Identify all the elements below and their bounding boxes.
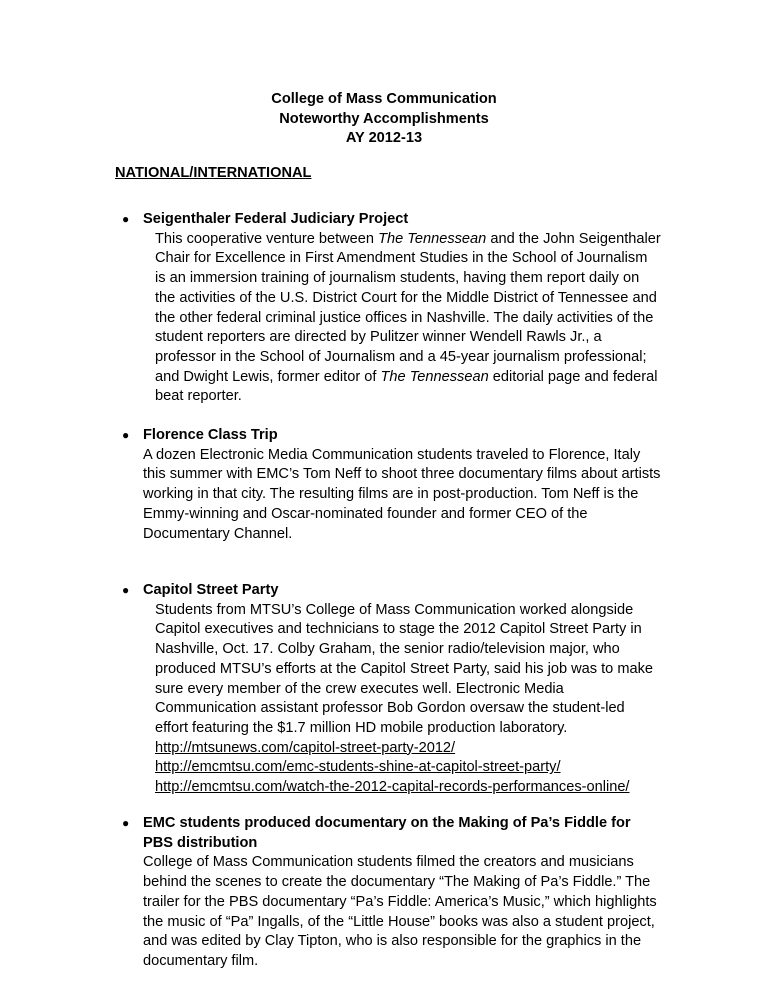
item-body: A dozen Electronic Media Communication students traveled to Florence, Italy this summer with EMC’s Tom Neff to shoot three documentary films about artists working in that city. The resulting films are in post-production. Tom Neff is the Emmy-winning and Oscar-nominated founder and former CEO of the Documentary Channel. bbox=[143, 446, 661, 542]
item-title: Capitol Street Party bbox=[143, 582, 279, 598]
news-link[interactable]: http://mtsunews.com/capitol-street-party-2012/ bbox=[155, 739, 456, 756]
item-body: Students from MTSU’s College of Mass Communication worked alongside Capitol executives and technicians to stage the 2012 Capitol Street Party in Nashville, Oct. 17. Colby Graham, the senior radio/television major, who produced MTSU’s efforts at the Capitol Street Party, said his job was to make sure every member of the crew executes well. Electronic Media Communication assistant professor Bob Gordon oversaw the student-led effort featuring the $1.7 million HD mobile production laboratory. http://mtsunews.com/capitol-street-party-2012/ http://emcmtsu.com/emc-students-shine-at-capitol-street-party/ http://emcmtsu.com/watch-the-2012-capital-records-performances-online/ bbox=[143, 601, 661, 798]
list-item bbox=[122, 210, 661, 407]
list-item bbox=[122, 814, 661, 972]
list-item bbox=[122, 426, 661, 544]
item-title: EMC students produced documentary on the Making of Pa’s Fiddle for PBS distribution bbox=[143, 815, 631, 851]
item-body: College of Mass Communication students filmed the creators and musicians behind the scenes to create the documentary “The Making of Pa’s Fiddle.” The trailer for the PBS documentary “Pa’s Fiddle: America’s Music,” which highlights the music of “Pa” Ingalls, of the “Little House” books was also a student project, and was edited by Clay Tipton, who is also responsible for the graphics in the documentary film. bbox=[143, 854, 657, 969]
news-link[interactable]: http://emcmtsu.com/watch-the-2012-capital-records-performances-online/ bbox=[155, 779, 630, 796]
bullet-icon: ● bbox=[122, 816, 130, 830]
news-link[interactable]: http://emcmtsu.com/emc-students-shine-at-capitol-street-party/ bbox=[155, 759, 561, 776]
document-title-block bbox=[0, 90, 768, 149]
college-name: College of Mass Communication bbox=[271, 91, 497, 107]
item-title: Seigenthaler Federal Judiciary Project bbox=[143, 211, 409, 227]
bullet-icon: ● bbox=[122, 212, 130, 226]
bullet-icon: ● bbox=[122, 428, 130, 442]
section-heading: NATIONAL/INTERNATIONAL bbox=[115, 165, 312, 181]
item-body: This cooperative venture between The Tennessean and the John Seigenthaler Chair for Excellence in First Amendment Studies in the School of Journalism is an immersion training of journalism students, having them report daily on the activities of the U.S. District Court for the Middle District of Tennessee and the other federal criminal justice offices in Nashville. The daily activities of the student reporters are directed by Pulitzer winner Wendell Rawls Jr., a professor in the School of Journalism and a 45-year journalism professional; and Dwight Lewis, former editor of The Tennessean editorial page and federal beat reporter. bbox=[155, 230, 661, 405]
list-item bbox=[122, 581, 661, 798]
document-title: Noteworthy Accomplishments bbox=[279, 110, 489, 127]
bullet-icon: ● bbox=[122, 583, 130, 597]
item-title: Florence Class Trip bbox=[143, 427, 278, 443]
academic-year: AY 2012-13 bbox=[345, 130, 423, 147]
